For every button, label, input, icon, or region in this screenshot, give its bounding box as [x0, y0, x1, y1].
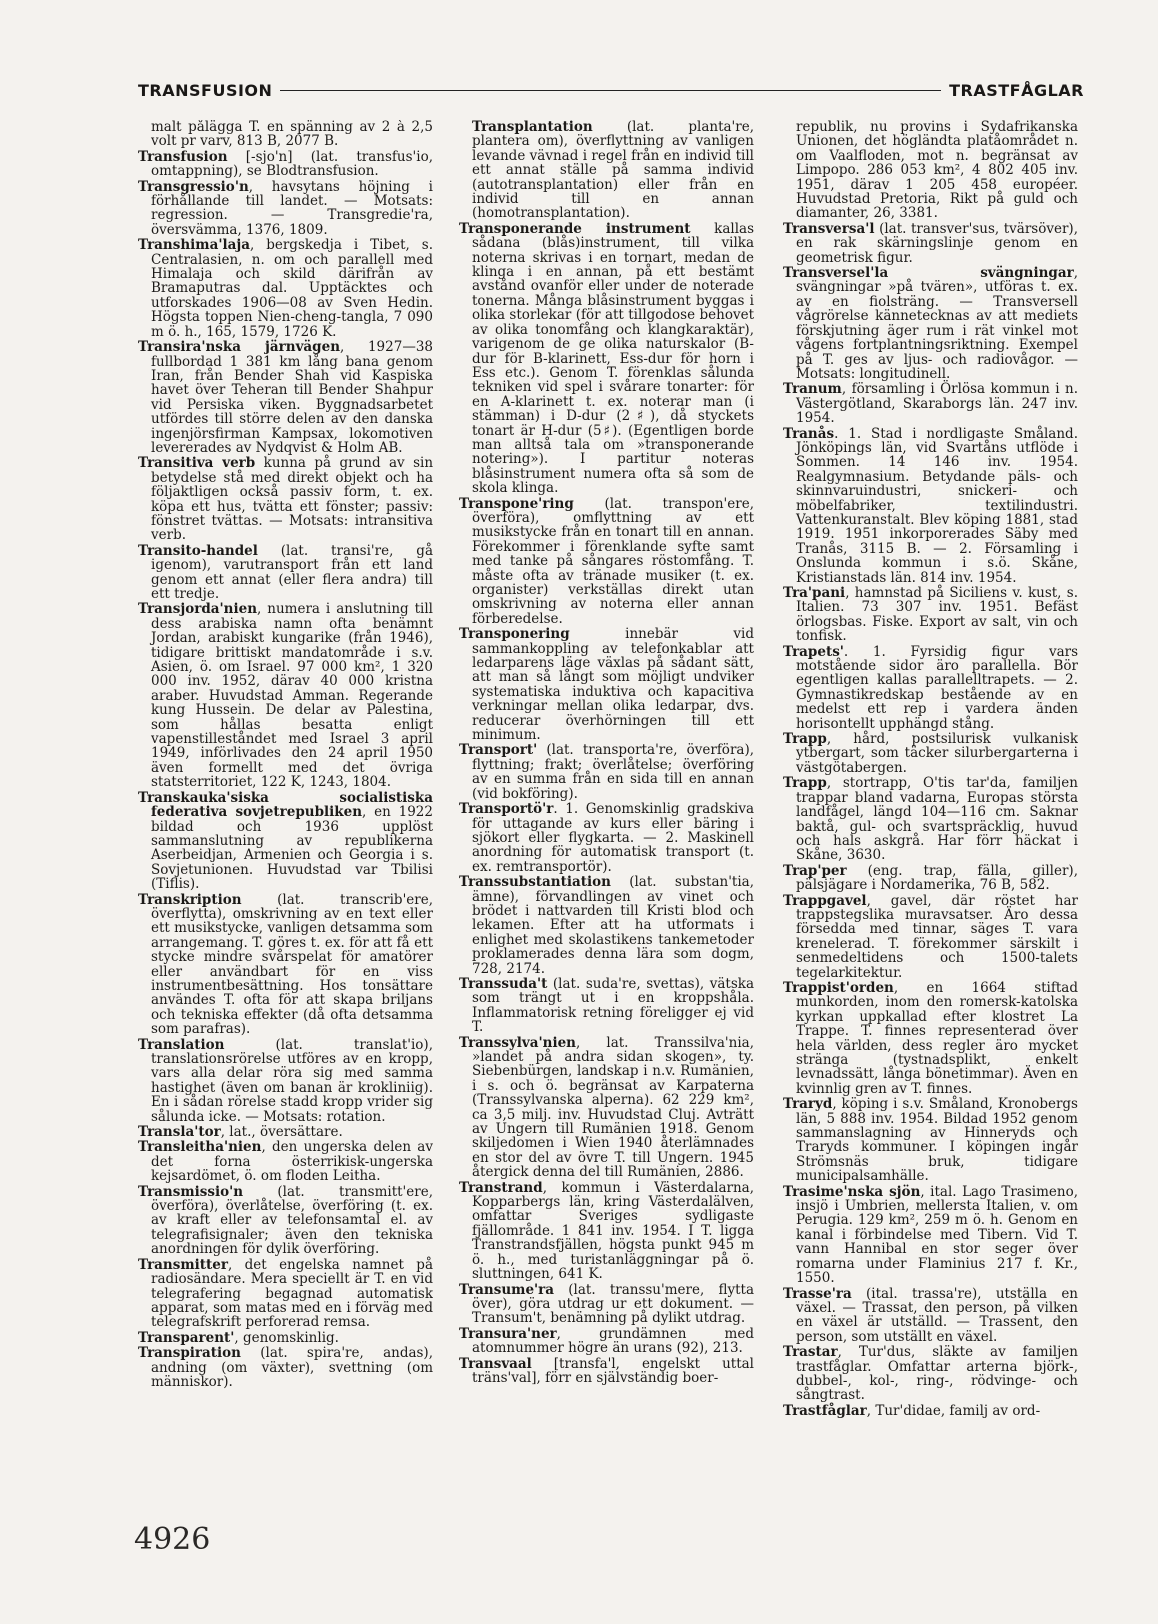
entry-headword: Trappgavel: [783, 892, 867, 909]
dictionary-entry: [138, 456, 433, 542]
entry-headword: Transponerande instrument: [459, 220, 691, 237]
entry-headword: Trapp: [783, 775, 827, 792]
entry-text: , hård, postsilurisk vulkanisk ytbergart, som täcker silurbergarterna i västgötabergen.: [796, 731, 1078, 776]
dictionary-entry: [459, 1327, 754, 1356]
entry-text: , svängningar »på tvären», utföras t. ex. av en fiolsträng. — Transversell vågrörelse kännetecknas av att mediets förskjutning äger rum i rät vinkel mot vågens fortplantningsriktning. Exempel på T. ges av ljus- och radiovågor. — Motsats: longitudinell.: [796, 265, 1078, 382]
entry-text: , församling i Örlösa kommun i n. Västergötland, Skaraborgs län. 247 inv. 1954.: [796, 381, 1078, 427]
entry-headword: Transitiva verb: [138, 455, 256, 472]
entry-text: (lat. translat'io), translationsrörelse utföres av en kropp, vars alla delar röra sig med samma hastighet (även om banan är krokliniig). En i sådan rörelse stadd kropp vrider sig sålunda icke. — Motsats: rotation.: [151, 1036, 433, 1125]
entry-headword: Transversel'la svängningar: [783, 265, 1074, 282]
entry-text: (eng. trap, fälla, giller), pälsjägare i Nordamerika, 76 B, 582.: [796, 862, 1078, 894]
entry-headword: Transparent': [138, 1329, 235, 1346]
entry-headword: Transjorda'nien: [138, 601, 258, 618]
entry-text: , en 1922 bildad och 1936 upplöst sammanslutning av republikerna Aserbeidjan, Armenien och Georgia i s. Sovjetunionen. Huvudstad var Tbilisi (Tiflis).: [151, 804, 433, 893]
dictionary-entry: [138, 120, 433, 149]
entry-text: , havsytans höjning i förhållande till landet. — Motsats: regression. — Transgredie'ra, översvämma, 1376, 1809.: [151, 178, 433, 238]
dictionary-entry: [459, 627, 754, 742]
entry-text: (lat. transi're, gå igenom), varutransport från ett land genom ett annat (eller flera andra) till ett tredje.: [151, 542, 433, 602]
dictionary-entry: [138, 602, 433, 789]
entry-text: (ital. trassa're), utställa en växel. — Trassat, den person, på vilken en växel är utställd. — Trassent, den person, som utställt en växel.: [796, 1285, 1078, 1345]
dictionary-entry: [783, 645, 1078, 731]
entry-headword: Translation: [138, 1036, 225, 1053]
entry-text: , Tur'dus, släkte av familjen trastfåglar. Omfattar arterna björk-, dubbel-, kol-, ring-, rödvinge- och sångtrast.: [796, 1344, 1078, 1404]
dictionary-entry: [783, 120, 1078, 221]
entry-headword: Tranum: [783, 381, 842, 398]
dictionary-entry: [459, 1181, 754, 1282]
entry-headword: Trapp: [783, 731, 827, 748]
entry-headword: Transsubstantiation: [459, 874, 611, 891]
entry-text: , lat. Transsilva'nia, »landet på andra sidan skogen», ty. Siebenbürgen, landskap i n.v. Rumänien, i s. och ö. begränsat av Karpaterna (Transsylvanska alperna). 62 229 km², ca 3,5 milj. inv. Huvudstad Cluj. Avträtt av Ungern till Rumänien 1918. Genom skiljedomen i Wien 1940 återlämnades en stor del av övre T. till Ungern. 1945 återgick denna del till Rumänien, 2886.: [472, 1034, 754, 1181]
dictionary-entry: [783, 382, 1078, 425]
entry-text: , stortrapp, O'tis tar'da, familjen trappar bland vadarna, Europas största landfågel, längd 104—116 cm. Saknar baktå, gul- och svartspräcklig, huvud och hals askgrå. Har förr häckat i Skåne, 3630.: [796, 775, 1078, 864]
page-number: 4926: [134, 1522, 211, 1557]
entry-headword: Transfusion: [138, 148, 228, 165]
entry-text: (lat. spira're, andas), andning (om växter), svettning (om människor).: [151, 1345, 433, 1390]
dictionary-entry: [138, 1258, 433, 1330]
dictionary-entry: [783, 1097, 1078, 1183]
dictionary-entry: [138, 340, 433, 455]
entry-headword: Transhima'laja: [138, 237, 250, 254]
entry-text: (lat. suda're, svettas), vätska som trängt ut i en kroppshåla. Inflammatorisk retning föreligger ej vid T.: [472, 975, 754, 1036]
dictionary-entry: [459, 497, 754, 627]
entry-text: . 1. Stad i nordligaste Småland. Jönköpings län, vid Svartåns utflöde i Sommen. 14 146 inv. 1954. Realgymnasium. Betydande päls- och skinnvaruindustri, snickeri- och möbelfabriker, textilindustri. Vattenkuranstalt. Blev köping 1881, stad 1919. 1951 inkorporerades Säby med Tranås, 3115 B. — 2. Församling i Onslunda kommun i s.ö. Skåne, Kristianstads län. 814 inv. 1954.: [796, 425, 1078, 586]
dictionary-entry: [783, 1185, 1078, 1286]
dictionary-entry: [138, 1185, 433, 1257]
dictionary-entry: [459, 1357, 754, 1386]
entry-headword: Transgressio'n: [138, 178, 249, 195]
entry-text: kunna på grund av sin betydelse stå med direkt objekt och ha följaktligen också passiv form, t. ex. köpa ett hus, tvätta ett fönster; passiv: fönstret tvättas. — Motsats: intransitiva verb.: [151, 455, 433, 544]
entry-text: malt pålägga T. en spänning av 2 à 2,5 volt pr varv, 813 B, 2077 B.: [151, 120, 433, 150]
dictionary-entry: [783, 1404, 1078, 1418]
dictionary-entry: [459, 1036, 754, 1180]
dictionary-entry: [459, 802, 754, 874]
dictionary-entry: [138, 544, 433, 602]
dictionary-entry: [459, 875, 754, 976]
entry-headword: Transsylva'nien: [459, 1034, 576, 1051]
header-rule: [280, 90, 941, 91]
entry-headword: Transport': [459, 742, 538, 759]
entry-headword: Tra'pani: [783, 585, 846, 601]
entry-text: . 1. Fyrsidig figur vars motstående sidor äro parallella. Bör egentligen kallas parallelltrapets. — 2. Gymnastikredskap bestående av en medelst ett rep i vardera änden horisontellt upphängd stång.: [796, 643, 1078, 732]
entry-text: [-sjo'n] (lat. transfus'io, omtappning), se Blodtransfusion.: [151, 148, 433, 180]
entry-text: (lat. transpon'ere, överföra), omflyttning av ett musikstycke från en tonart till en annan. Förekommer i förenklande syfte samt med tanke på sångares röstomfång. T. måste ofta av tränade musiker (t. ex. organister) verkställas direkt utan omskrivning av noterna eller annan förberedelse.: [472, 495, 754, 627]
dictionary-entry: [783, 427, 1078, 585]
entry-headword: Transponering: [459, 626, 570, 643]
entry-headword: Transvaal: [459, 1355, 532, 1372]
entry-text: [transfa'l, engelskt uttal träns'val], förr en självständig boer-: [472, 1355, 754, 1386]
dictionary-entry: [459, 743, 754, 801]
dictionary-entry: [138, 1038, 433, 1124]
dictionary-entry: [783, 266, 1078, 381]
dictionary-entry: [783, 894, 1078, 980]
dictionary-entry: [138, 1331, 433, 1345]
entry-text: , gavel, där röstet har trappstegslika muravsatser. Äro dessa försedda med tinnar, säges T. vara krenelerad. T. förekommer särskilt i senmedeltidens och 1500-talets tegelarkitektur.: [796, 892, 1078, 981]
dictionary-entry: [783, 732, 1078, 775]
entry-headword: Transversa'l: [783, 220, 875, 237]
entry-text: (lat. substan'tia, ämne), förvandlingen av vinet och brödet i nattvarden till Kristi blod och lekamen. Efter att ha utformats i enlighet med skolastikens tankemetoder proklamerades denna lära som dogm, 728, 2174.: [472, 874, 754, 977]
entry-text: (lat. transver'sus, tvärsöver), en rak skärningslinje genom en geometrisk figur.: [796, 220, 1078, 266]
entry-text: , ital. Lago Trasimeno, insjö i Umbrien, mellersta Italien, v. om Perugia. 129 km², 259 m ö. h. Genom en kanal i förbindelse med Tibern. Vid T. vann Hannibal en stor seger över romarna under Flaminius 217 f. Kr., 1550.: [796, 1183, 1078, 1287]
entry-text: (lat. transsu'mere, flytta över), göra utdrag ur ett dokument. — Transum't, benämning på dylikt utdrag.: [472, 1281, 754, 1327]
entry-text: (lat. planta're, plantera om), överflyttning av vanligen levande vävnad i regel från en individ till ett annat ställe på samma individ (autotransplantation) eller från en individ till en annan (homotransplantation).: [472, 120, 754, 222]
entry-headword: Transpiration: [138, 1345, 241, 1362]
header-left-guideword: TRANSFUSION: [138, 80, 273, 100]
entry-headword: Trasse'ra: [783, 1285, 852, 1302]
dictionary-entry: [459, 977, 754, 1035]
entry-headword: Trapets': [783, 643, 844, 660]
entry-headword: Trastfåglar: [783, 1402, 867, 1419]
entry-headword: Traryd: [783, 1096, 833, 1113]
entry-text: , Tur'didae, familj av ord-: [866, 1402, 1041, 1419]
dictionary-entry: [783, 1287, 1078, 1345]
entry-headword: Transtrand: [459, 1179, 543, 1196]
entry-headword: Tranås: [783, 425, 835, 442]
entry-text: , köping i s.v. Småland, Kronobergs län, 5 888 inv. 1954. Bildad 1952 genom sammanslagning av Hinneryds och Traryds kommuner. I köpingen ingår Strömsnäs bruk, tidigare municipalsamhälle.: [796, 1096, 1078, 1185]
entry-headword: Transmitter: [138, 1256, 228, 1273]
running-header: [138, 79, 1084, 101]
dictionary-entry: [138, 150, 433, 179]
dictionary-entry: [138, 1125, 433, 1139]
entry-headword: Transla'tor: [138, 1124, 221, 1141]
entry-headword: Trasime'nska sjön: [783, 1183, 921, 1200]
entry-headword: Transplantation: [472, 120, 593, 135]
column-1: [138, 120, 433, 1515]
entry-text: (lat. transporta're, överföra), flyttning; frakt; överlåtelse; överföring av en summa från en sida till en annan (vid bokföring).: [472, 742, 754, 802]
dictionary-entry: [783, 981, 1078, 1096]
dictionary-entry: [459, 222, 754, 496]
entry-text: , genomskinlig.: [234, 1329, 339, 1346]
entry-text: (lat. transcrib'ere, överflytta), omskrivning av en text eller ett musikstycke, vanligen detsamma som arrangemang. T. göres t. ex. för att få ett stycke mindre svårspelat för amatörer eller användbart för en viss instrumentbesättning. Hos tonsättare användes T. ofta för att skapa briljans och tekniska effekter (då ofta detsamma som parafras).: [151, 891, 433, 1038]
entry-text: republik, nu provins i Sydafrikanska Unionen, det högländta platåområdet n. om Vaalfloden, mot n. begränsat av Limpopo. 286 053 km², 4 802 405 inv. 1951, därav 1 205 458 européer. Huvudstad Pretoria, Rikt på guld och diamanter, 26, 3381.: [796, 120, 1078, 222]
dictionary-entry: [138, 1346, 433, 1389]
entry-text: , numera i anslutning till dess arabiska namn ofta benämnt Jordan, arabiskt kungarike (från 1946), tidigare brittiskt mandatområde i s.v. Asien, ö. om Israel. 97 000 km², 1 320 000 inv. 1952, därav 40 000 kristna araber. Huvudstad Amman. Regerande kung Hussein. De delar av Palestina, som hållas besatta enligt vapenstilleståndet med Israel 3 april 1949, införlivades den 24 april 1950 även formellt med det övriga statsterritoriet, 122 K, 1243, 1804.: [151, 601, 433, 791]
column-2: [459, 120, 754, 1515]
entry-text: , den ungerska delen av det forna österrikisk-ungerska kejsardömet, ö. om floden Leitha.: [151, 1139, 433, 1185]
dictionary-entry: [783, 222, 1078, 265]
dictionary-entry: [459, 1283, 754, 1326]
entry-text: , lat., översättare.: [220, 1124, 343, 1141]
entry-headword: Transportö'r: [459, 801, 554, 818]
dictionary-entry: [783, 864, 1078, 893]
entry-headword: Transkription: [138, 891, 242, 908]
entry-text: , kommun i Västerdalarna, Kopparbergs län, kring Västerdalälven, omfattar Sveriges sydligaste fjällområde. 1 841 inv. 1954. I T. ligga Transtrandsfjällen, högsta punkt 945 m ö. h., med turistanläggningar på ö. sluttningen, 641 K.: [472, 1179, 754, 1283]
entry-headword: Transleitha'nien: [138, 1139, 262, 1156]
dictionary-entry: [783, 776, 1078, 862]
entry-headword: Transume'ra: [459, 1281, 555, 1298]
entry-text: , hamnstad på Siciliens v. kust, s. Italien. 73 307 inv. 1951. Befäst örlogsbas. Fiske. Export av salt, vin och tonfisk.: [796, 585, 1078, 645]
entry-headword: Transira'nska järnvägen: [138, 339, 341, 356]
entry-headword: Transmissio'n: [138, 1183, 244, 1200]
entry-text: (lat. transmitt'ere, överföra), överlåtelse, överföring (t. ex. av kraft eller av telefonsamtal el. av telegrafisignaler; även den tekniska anordningen för dylik överföring.: [151, 1183, 433, 1258]
dictionary-entry: [783, 586, 1078, 644]
entry-text: , grundämnen med atomnummer högre än urans (92), 213.: [472, 1325, 754, 1357]
entry-headword: Transsuda't: [459, 975, 548, 992]
entry-headword: Trap'per: [783, 862, 847, 879]
entry-headword: Transura'ner: [459, 1325, 557, 1342]
entry-text: kallas sådana (blås)instrument, till vilka noterna skrivas i en tornart, medan de klinga i en annan, på ett bestämt avstånd ovanför eller under de noterade tonerna. Många blåsinstrument byggas i olika storlekar (för att tillgodose behovet av olika tonomfång och klangkaraktär), varigenom de ge olika naturskalor (B-dur för B-klarinett, Ess-dur för horn i Ess etc.). Genom T. förenklas sålunda tekniken vid spel i svårare tonarter: för en A-klarinett t. ex. noterar man (i stämman) i D-dur (2♯), då styckets tonart är H-dur (5♯). (Egentligen borde man alltså tala om »transponerande notering»). I partitur noteras blåsinstrument numera ofta så som de skola klinga.: [472, 220, 754, 497]
entry-text: , bergskedja i Tibet, s. Centralasien, n. om och parallell med Himalaja och skild därifrån av Bramaputras dal. Upptäcktes och utforskades 1906—08 av Sven Hedin. Högsta toppen Nien-cheng-tangla, 7 090 m ö. h., 165, 1579, 1726 K.: [151, 237, 433, 340]
entry-headword: Trastar: [783, 1344, 838, 1361]
entry-headword: Transkauka'siska socialistiska federativa sovjetrepubliken: [138, 789, 433, 821]
dictionary-entry: [783, 1345, 1078, 1403]
column-3: [783, 120, 1078, 1515]
entry-headword: Transito-handel: [138, 542, 258, 559]
header-right-guideword: TRASTFÅGLAR: [949, 80, 1084, 100]
entry-text: , 1927—38 fullbordad 1 381 km lång bana genom Iran, från Bender Shah vid Kaspiska havet över Teheran till Bender Shahpur vid Persiska viken. Byggnadsarbetet utfördes till större delen av den danska ingenjörsfirman Kampsax, lokomotiven levererades av Nydqvist & Holm AB.: [151, 339, 433, 456]
dictionary-entry: [138, 893, 433, 1037]
entry-headword: Trappist'orden: [783, 979, 894, 996]
dictionary-entry: [138, 180, 433, 238]
entry-text: , det engelska namnet på radiosändare. Mera speciellt är T. en vid telegrafering begagnad automatisk apparat, som matas med en i förväg med telegrafskrift perforerad remsa.: [151, 1256, 433, 1331]
dictionary-entry: [138, 791, 433, 892]
entry-text: , en 1664 stiftad munkorden, inom den romersk-katolska kyrkan uppkallad efter klostret La Trappe. T. finnes representerad över hela världen, dess regler äro mycket stränga (tystnadsplikt, enkelt levnadssätt, långa bönetimmar). Även en kvinnlig gren av T. finnes.: [796, 979, 1078, 1097]
dictionary-entry: [138, 238, 433, 339]
entry-text: . 1. Genomskinlig gradskiva för uttagande av kurs eller bäring i sjökort eller flygkarta. — 2. Maskinell anordning för automatisk transport (t. ex. remtransportör).: [472, 801, 754, 875]
dictionary-entry: [459, 120, 754, 221]
entry-headword: Transpone'ring: [459, 495, 574, 512]
dictionary-entry: [138, 1140, 433, 1183]
entry-text: innebär vid sammankoppling av telefonkablar att ledarparens läge växlas på sådant sätt, att man så långt som möjligt undviker systematiska induktiva och kapacitiva verkningar mellan olika ledarpar, dvs. reducerar överhörningen till ett minimum.: [472, 626, 754, 744]
